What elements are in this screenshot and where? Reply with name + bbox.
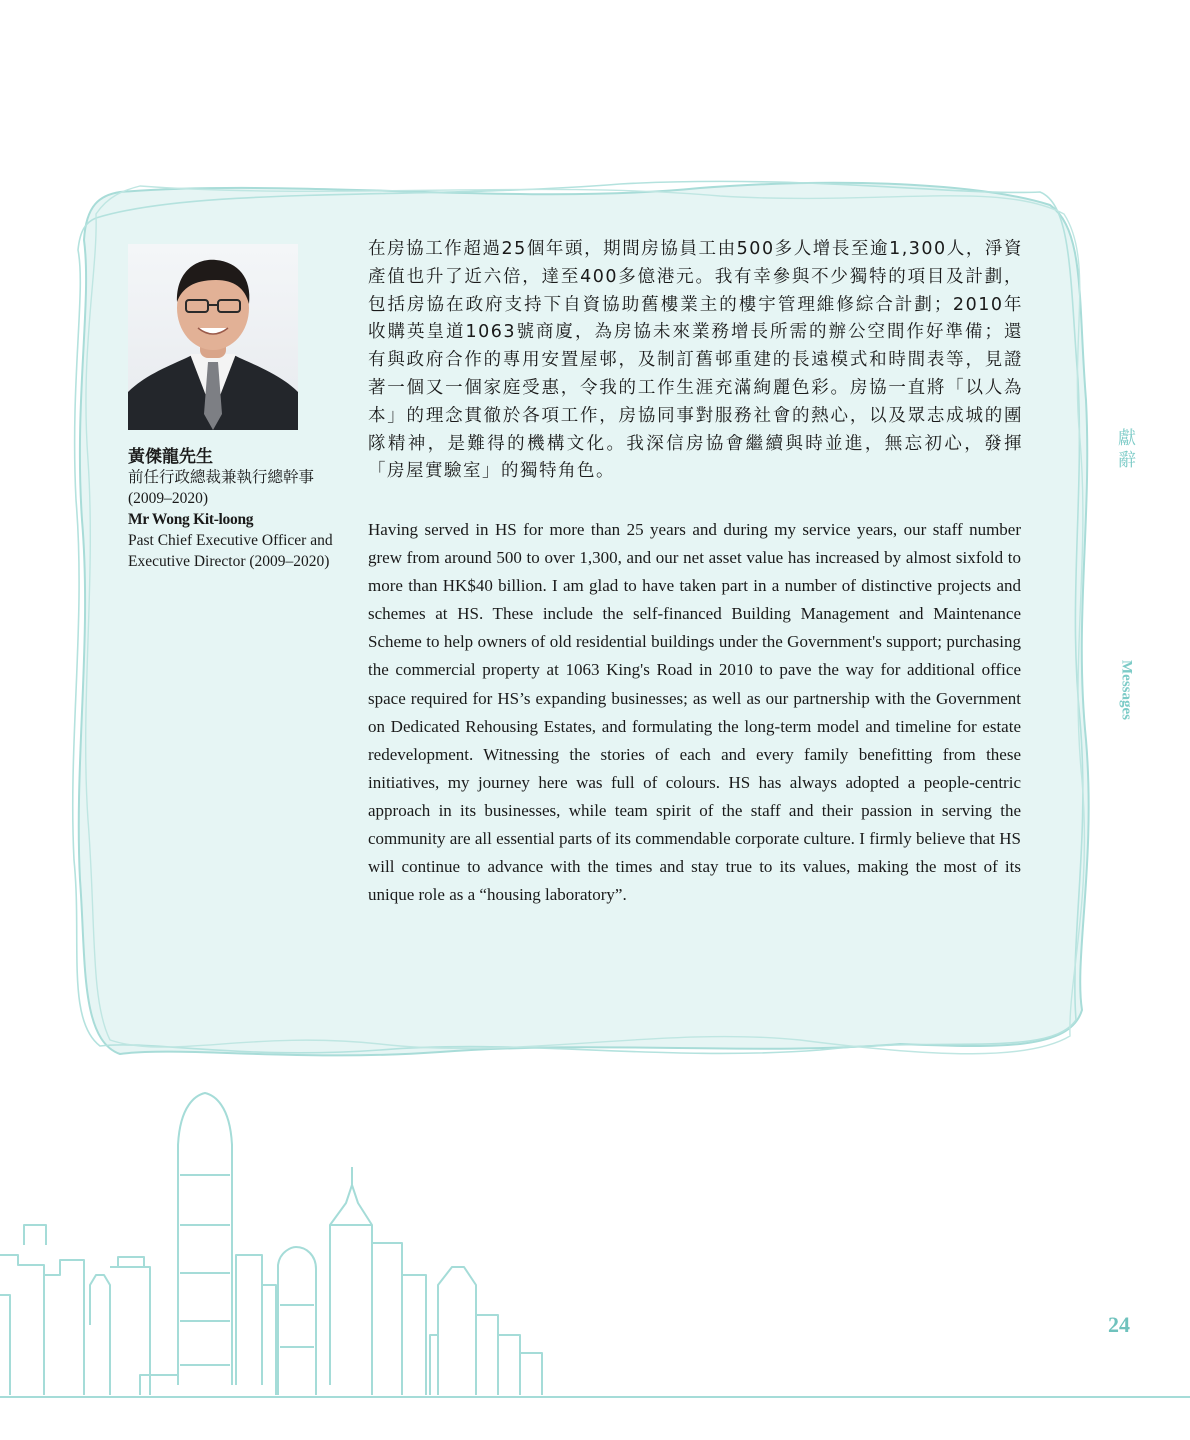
building-13 (438, 1267, 476, 1395)
portrait-icon (128, 244, 298, 430)
name-zh: 黃傑龍先生 (128, 447, 213, 466)
building-3 (24, 1225, 46, 1245)
name-en: Mr Wong Kit-loong (128, 511, 254, 528)
building-15 (498, 1335, 520, 1395)
building-16 (520, 1353, 542, 1395)
building-18 (430, 1335, 438, 1395)
building-12 (402, 1275, 426, 1395)
profile-bio (128, 446, 348, 572)
building-14 (476, 1315, 498, 1395)
building-9 (262, 1285, 276, 1395)
section-label-en: Messages (1118, 660, 1135, 720)
boc-tower (330, 1185, 372, 1385)
city-skyline-illustration (0, 1085, 1190, 1405)
message-zh: 在房協工作超過25個年頭，期間房協員工由500多人增長至逾1,300人，淨資產值也升了近六倍，達至400多億港元。我有幸參與不少獨特的項目及計劃，包括房協在政府支持下自資協助舊樓業主的樓宇管理維修綜合計劃；2010年收購英皇道1063號商廈，為房協未來業務增長所需的辦公空間作好準備；還有與政府合作的專用安置屋邨，及制訂舊邨重建的長遠模式和時間表等，見證著一個又一個家庭受惠，令我的工作生涯充滿絢麗色彩。房協一直將「以人為本」的理念貫徹於各項工作，房協同事對服務社會的熱心，以及眾志成城的團隊精神，是難得的機構文化。我深信房協會繼續與時並進，無忘初心，發揮「房屋實驗室」的獨特角色。 (368, 239, 1023, 482)
section-label-zh: 獻辭 (1118, 428, 1136, 471)
ifc-tower (178, 1093, 232, 1385)
building-5 (90, 1275, 110, 1395)
portrait-photo (128, 244, 298, 430)
title-en-line1: Past Chief Executive Officer and (128, 532, 333, 549)
building-4 (44, 1260, 84, 1395)
building-10 (278, 1247, 316, 1395)
years-zh: (2009–2020) (128, 490, 209, 507)
building-8 (236, 1255, 262, 1385)
building-7 (118, 1257, 144, 1267)
title-zh: 前任行政總裁兼執行總幹事 (128, 469, 315, 486)
building-2 (0, 1295, 10, 1395)
title-en-line2: Executive Director (2009–2020) (128, 553, 330, 570)
page-number: 24 (1108, 1312, 1130, 1337)
building-17 (140, 1375, 178, 1395)
message-en: Having served in HS for more than 25 years and during my service years, our staff number grew from around 500 to over 1,300, and our net asset value has increased by almost sixfold to more than HK$40 billion. I am glad to have taken part in a number of distinctive projects and schemes at HS. These include the self-financed Building Management and Maintenance Scheme to help owners of old residential buildings under the Government's support; purchasing the commercial property at 1063 King's Road in 2010 to pave the way for additional office space required for HS’s expanding businesses; as well as our partnership with the Government on Dedicated Rehousing Estates, and formulating the long-term model and timeline for estate redevelopment. Witnessing the stories of each and every family benefitting from these initiatives, my journey here was full of colours. HS has always adopted a people-centric approach in its businesses, while team spirit of the staff and their passion in serving the community are all essential parts of its commendable corporate culture. I firmly believe that HS will continue to advance with the times and stay true to its values, making the most of its unique role as a “housing laboratory”. (368, 520, 1021, 905)
building-1 (0, 1255, 44, 1395)
building-11 (372, 1243, 402, 1395)
